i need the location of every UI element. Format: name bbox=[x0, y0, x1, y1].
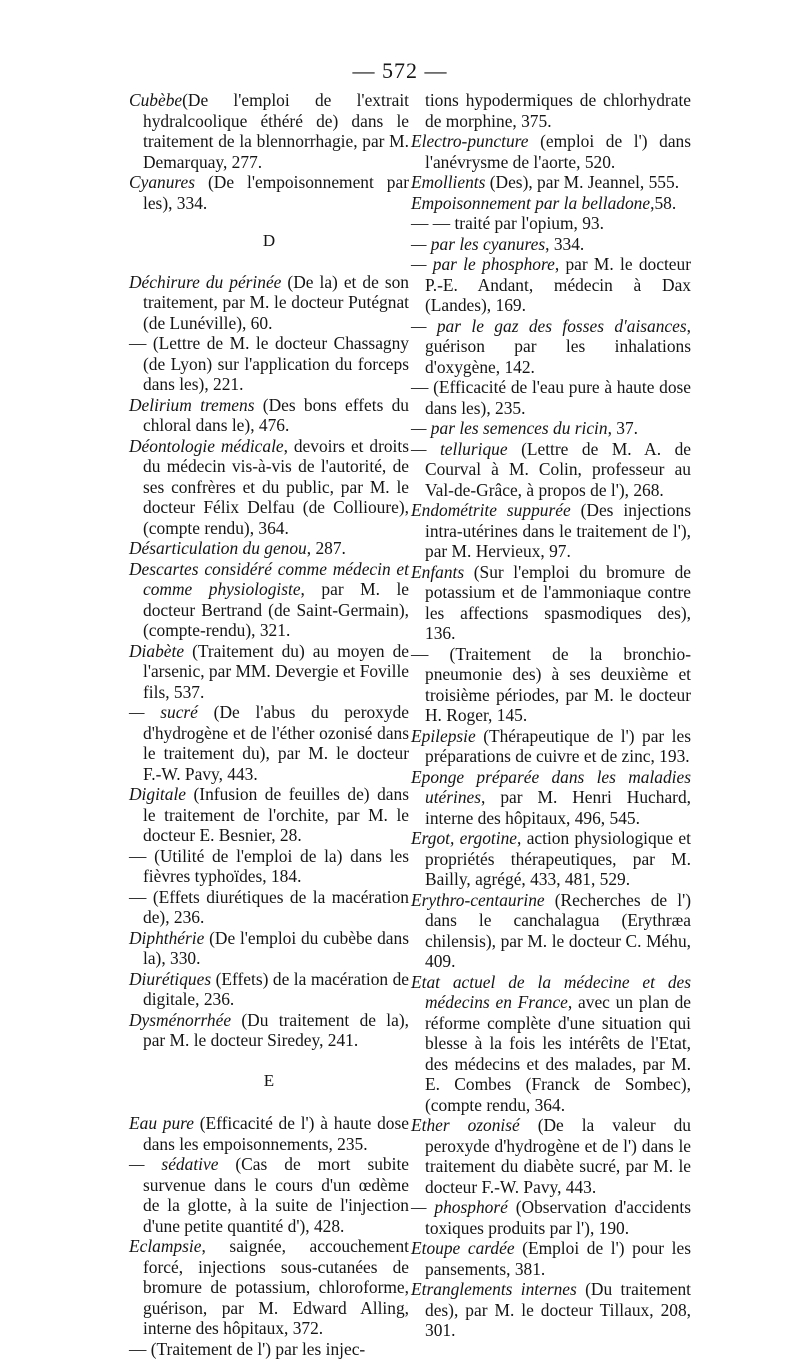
entry-term: Descartes considéré comme médecin et comme physiologiste bbox=[129, 559, 409, 600]
entry-term: Cubèbe bbox=[129, 90, 182, 110]
index-entry bbox=[129, 969, 409, 1010]
index-entry bbox=[411, 644, 691, 726]
index-entry bbox=[129, 272, 409, 334]
entry-term: — tellurique bbox=[411, 439, 508, 459]
entry-text: (Thérapeutique de l') par les préparations de cuivre et de zinc, 193. bbox=[425, 726, 691, 767]
entry-text: (Des), par M. Jeannel, 555. bbox=[485, 172, 679, 192]
index-entry bbox=[411, 316, 691, 378]
entry-term: Endométrite suppurée bbox=[411, 500, 571, 520]
entry-text: (Emploi de l') pour les pansements, 381. bbox=[425, 1238, 691, 1279]
entry-term: — sédative bbox=[129, 1154, 218, 1174]
entry-text: , 334. bbox=[545, 234, 584, 254]
entry-text: (De la) et de son traitement, par M. le docteur Putégnat (de Lunéville), 60. bbox=[143, 272, 409, 333]
index-entry bbox=[129, 538, 409, 559]
index-entry bbox=[129, 1154, 409, 1236]
index-entry bbox=[411, 90, 691, 131]
entry-text: — (Traitement de l') par les injec- bbox=[129, 1339, 365, 1359]
index-entry bbox=[129, 1113, 409, 1154]
entry-text: tions hypodermiques de chlorhydrate de morphine, 375. bbox=[425, 90, 691, 131]
entry-text: (Sur l'emploi du bromure de potassium et de l'ammoniaque contre les affections spasmodiques des), 136. bbox=[425, 562, 691, 644]
index-entry bbox=[411, 131, 691, 172]
entry-term: Diurétiques bbox=[129, 969, 211, 989]
entry-text: , guérison par les inhalations d'oxygène, 142. bbox=[425, 316, 691, 377]
index-entry bbox=[129, 1339, 409, 1359]
entry-term: Delirium tremens bbox=[129, 395, 255, 415]
entry-text: (De la valeur du peroxyde d'hydrogène et de l') dans le traitement du diabète sucré, par M. le docteur F.-W. Pavy, 443. bbox=[425, 1115, 691, 1197]
entry-text: (Du traitement des), par M. le docteur Tillaux, 208, 301. bbox=[425, 1279, 691, 1340]
index-entry bbox=[411, 890, 691, 972]
index-entry bbox=[411, 767, 691, 829]
entry-term: — par le phosphore bbox=[411, 254, 555, 274]
index-entry bbox=[411, 972, 691, 1116]
entry-term: Etranglements internes bbox=[411, 1279, 577, 1299]
index-entry bbox=[411, 418, 691, 439]
entry-text: ,58. bbox=[650, 193, 676, 213]
entry-text: (Des bons effets du chloral dans le), 476. bbox=[143, 395, 409, 436]
index-entry bbox=[411, 500, 691, 562]
index-entry bbox=[129, 1010, 409, 1051]
entry-text: (De l'abus du peroxyde d'hydrogène et de l'éther ozonisé dans le traitement du), par M. le docteur F.-W. Pavy, 443. bbox=[143, 702, 409, 784]
entry-text: , action physiologique et propriétés thérapeutiques, par M. Bailly, agrégé, 433, 481, 529. bbox=[425, 828, 691, 889]
entry-text: , 37. bbox=[608, 418, 638, 438]
entry-text: (Efficacité de l') à haute dose dans les empoisonnements, 235. bbox=[143, 1113, 409, 1154]
index-entry bbox=[411, 254, 691, 316]
index-entry bbox=[411, 1279, 691, 1341]
entry-term: Emollients bbox=[411, 172, 485, 192]
index-column-left bbox=[129, 90, 409, 1359]
entry-term: Diphthérie bbox=[129, 928, 204, 948]
index-entry bbox=[411, 172, 691, 193]
entry-text: (Des injections intra-utérines dans le traitement de l'), par M. Hervieux, 97. bbox=[425, 500, 691, 561]
index-entry bbox=[129, 90, 409, 172]
entry-text: (Observation d'accidents toxiques produits par l'), 190. bbox=[425, 1197, 691, 1238]
entry-term: Etat actuel de la médecine et des médecins en France bbox=[411, 972, 691, 1013]
entry-text: (De l'emploi de l'extrait hydralcoolique éthéré de) dans le traitement de la blennorrhagie, par M. Demarquay, 277. bbox=[143, 90, 409, 172]
page-number: — 572 — bbox=[0, 58, 800, 84]
entry-text: , avec un plan de réforme complète d'une situation qui blesse à la fois les intérêts de l'Etat, des médecins et des malades, par M. E. Combes (Franck de Sombec), (compte rendu, 364. bbox=[425, 992, 691, 1115]
entry-term: Diabète bbox=[129, 641, 184, 661]
entry-term: Eau pure bbox=[129, 1113, 194, 1133]
entry-text: , par M. le docteur P.-E. Andant, médecin à Dax (Landes), 169. bbox=[425, 254, 691, 315]
entry-text: , 287. bbox=[307, 538, 346, 558]
entry-term: Cyanures bbox=[129, 172, 195, 192]
entry-text: (De l'empoisonnement par les), 334. bbox=[143, 172, 409, 213]
index-entry bbox=[129, 887, 409, 928]
entry-term: — par les semences du ricin bbox=[411, 418, 608, 438]
entry-text: — (Efficacité de l'eau pure à haute dose dans les), 235. bbox=[411, 377, 691, 418]
index-entry bbox=[411, 828, 691, 890]
entry-text: (Traitement du) au moyen de l'arsenic, par MM. Devergie et Foville fils, 537. bbox=[143, 641, 409, 702]
index-entry bbox=[411, 562, 691, 644]
entry-text: (Recherches de l') dans le canchalagua (Erythræa chilensis), par M. le docteur C. Méhu, 409. bbox=[425, 890, 691, 972]
index-entry bbox=[411, 1238, 691, 1279]
entry-term: Digitale bbox=[129, 784, 186, 804]
entry-text: (De l'emploi du cubèbe dans la), 330. bbox=[143, 928, 409, 969]
index-entry bbox=[129, 333, 409, 395]
entry-text: , devoirs et droits du médecin vis-à-vis de l'autorité, de ses confrères et du public, par M. le docteur Félix Delfau (de Collioure), (compte rendu), 364. bbox=[143, 436, 409, 538]
index-entry bbox=[129, 559, 409, 641]
section-letter: E bbox=[129, 1071, 409, 1092]
index-entry bbox=[411, 1197, 691, 1238]
entry-text: (emploi de l') dans l'anévrysme de l'aorte, 520. bbox=[425, 131, 691, 172]
entry-term: Ether ozonisé bbox=[411, 1115, 520, 1135]
entry-text: (Effets) de la macération de digitale, 236. bbox=[143, 969, 409, 1010]
index-entry bbox=[129, 784, 409, 846]
entry-text: , par M. Henri Huchard, interne des hôpitaux, 496, 545. bbox=[425, 787, 691, 828]
entry-term: — phosphoré bbox=[411, 1197, 508, 1217]
index-entry bbox=[411, 726, 691, 767]
index-entry bbox=[129, 641, 409, 703]
entry-term: Epilepsie bbox=[411, 726, 476, 746]
entry-term: Ergot, ergotine bbox=[411, 828, 517, 848]
index-entry bbox=[411, 377, 691, 418]
entry-text: (Infusion de feuilles de) dans le traitement de l'orchite, par M. le docteur E. Besnier, 28. bbox=[143, 784, 409, 845]
entry-text: , saignée, accouchement forcé, injections sous-cutanées de bromure de potassium, chloroforme, guérison, par M. Edward Alling, interne des hôpitaux, 372. bbox=[143, 1236, 409, 1338]
entry-text: (Du traitement de la), par M. le docteur Siredey, 241. bbox=[143, 1010, 409, 1051]
entry-term: Dysménorrhée bbox=[129, 1010, 231, 1030]
entry-term: Electro-puncture bbox=[411, 131, 529, 151]
entry-text: (Cas de mort subite survenue dans le cours d'un œdème de la glotte, à la suite de l'injection d'une petite quantité d'), 428. bbox=[143, 1154, 409, 1236]
index-entry bbox=[129, 702, 409, 784]
entry-text: — (Lettre de M. le docteur Chassagny (de Lyon) sur l'application du forceps dans les), 221. bbox=[129, 333, 409, 394]
index-column-right bbox=[411, 90, 691, 1341]
entry-term: Enfants bbox=[411, 562, 464, 582]
entry-term: Déontologie médicale bbox=[129, 436, 284, 456]
entry-text: — — traité par l'opium, 93. bbox=[411, 213, 604, 233]
entry-text: — (Utilité de l'emploi de la) dans les fièvres typhoïdes, 184. bbox=[129, 846, 409, 887]
index-entry bbox=[129, 846, 409, 887]
index-entry bbox=[129, 928, 409, 969]
index-entry bbox=[411, 234, 691, 255]
entry-term: Erythro-centaurine bbox=[411, 890, 545, 910]
entry-term: Etoupe cardée bbox=[411, 1238, 515, 1258]
entry-term: Eclampsie bbox=[129, 1236, 201, 1256]
entry-term: — par les cyanures bbox=[411, 234, 545, 254]
index-entry bbox=[411, 213, 691, 234]
index-entry bbox=[129, 436, 409, 539]
index-entry bbox=[129, 395, 409, 436]
entry-term: Eponge préparée dans les maladies utérines bbox=[411, 767, 691, 808]
entry-text: , par M. le docteur Bertrand (de Saint-Germain), (compte-rendu), 321. bbox=[143, 579, 409, 640]
entry-text: (Lettre de M. A. de Courval à M. Colin, professeur au Val-de-Grâce, à propos de l'), 268. bbox=[425, 439, 691, 500]
index-entry bbox=[129, 1236, 409, 1339]
entry-term: Empoisonnement par la belladone bbox=[411, 193, 650, 213]
index-entry bbox=[129, 172, 409, 213]
entry-term: — par le gaz des fosses d'aisances bbox=[411, 316, 687, 336]
entry-text: — (Effets diurétiques de la macération de), 236. bbox=[129, 887, 409, 928]
entry-text: — (Traitement de la bronchio-pneumonie des) à ses deuxième et troisième périodes, par M. le docteur H. Roger, 145. bbox=[411, 644, 691, 726]
index-entry bbox=[411, 439, 691, 501]
index-entry bbox=[411, 193, 691, 214]
index-entry bbox=[411, 1115, 691, 1197]
entry-term: — sucré bbox=[129, 702, 198, 722]
entry-term: Déchirure du périnée bbox=[129, 272, 281, 292]
entry-term: Désarticulation du genou bbox=[129, 538, 307, 558]
section-letter: D bbox=[129, 231, 409, 252]
